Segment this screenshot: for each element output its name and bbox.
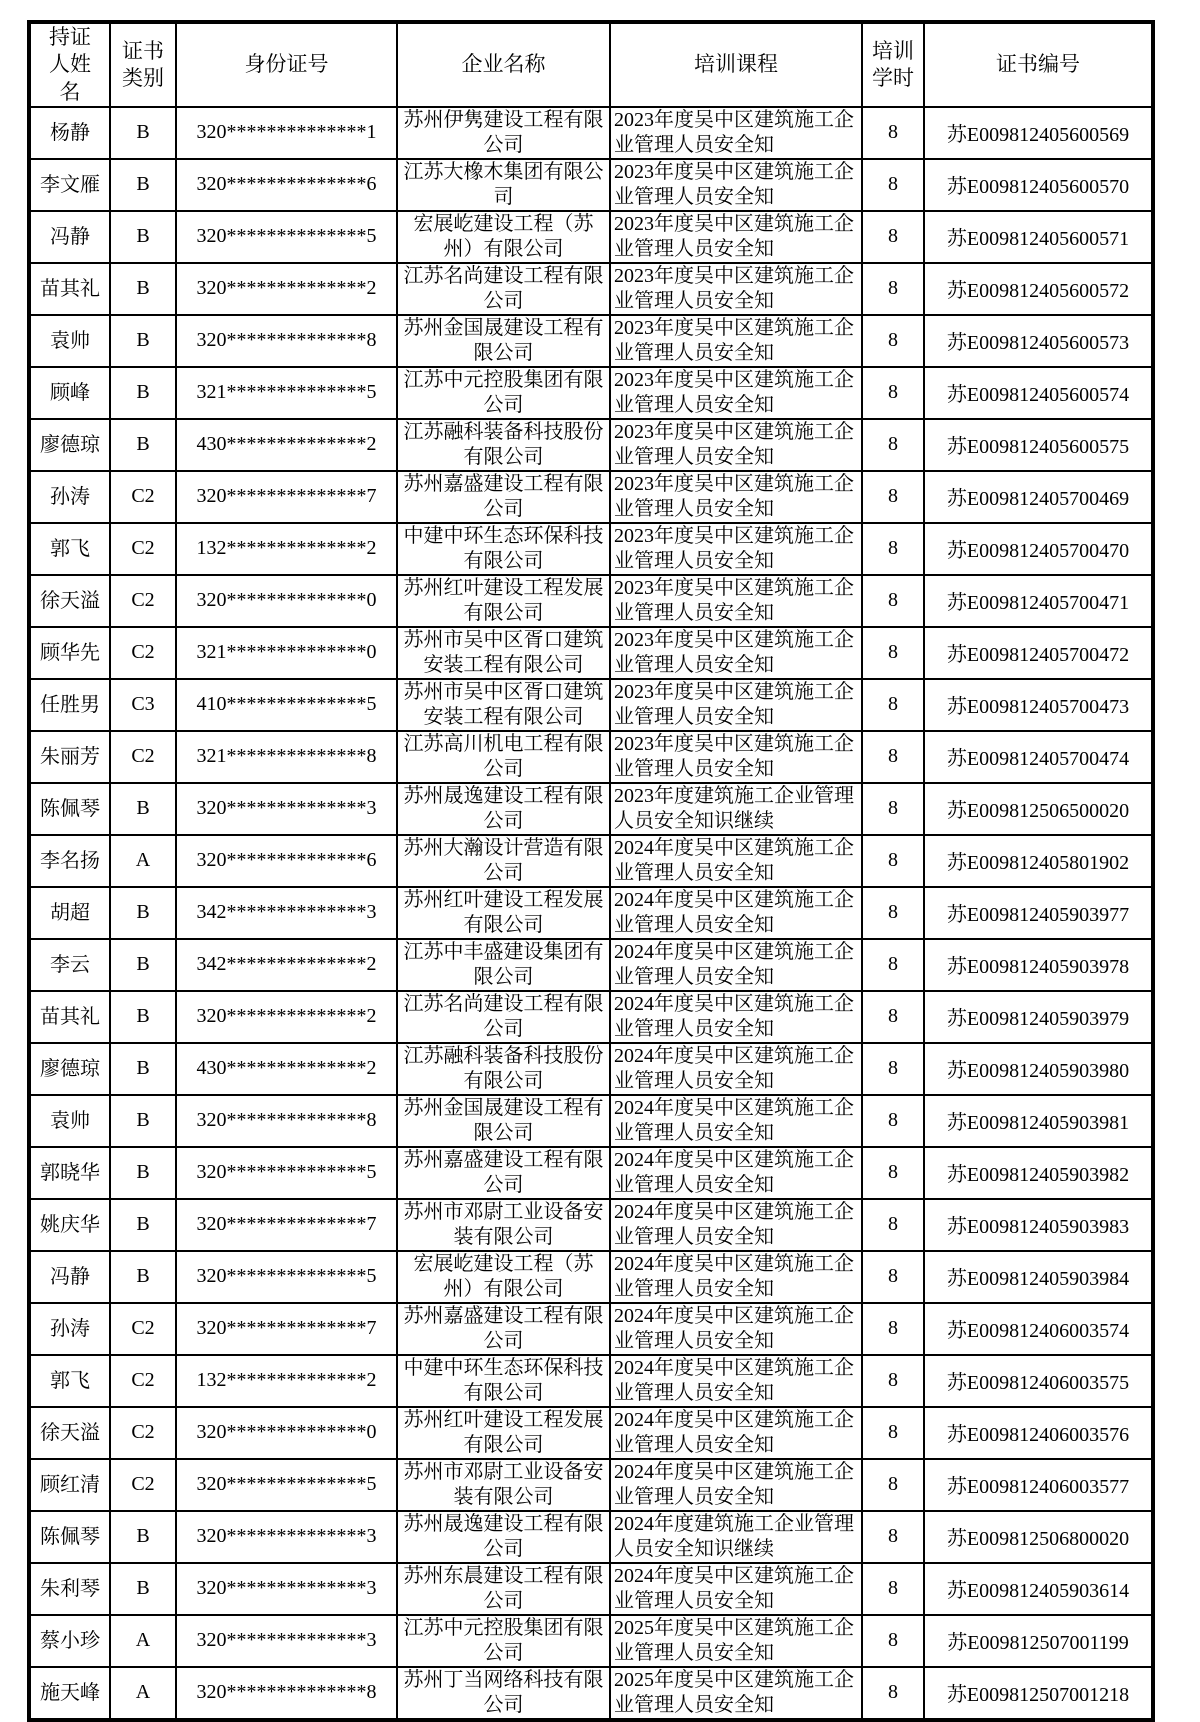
- cert-number-cell: 苏E009812405600571: [924, 211, 1153, 263]
- training-course-cell: 2023年度吴中区建筑施工企业管理人员安全知: [610, 159, 862, 211]
- training-hours-cell: 8: [862, 1043, 924, 1095]
- id-number-cell: 410**************5: [176, 679, 397, 731]
- cert-category-cell: B: [110, 367, 176, 419]
- training-course-cell: 2024年度吴中区建筑施工企业管理人员安全知: [610, 1043, 862, 1095]
- holder-name-cell: 苗其礼: [29, 991, 110, 1043]
- holder-name-cell: 陈佩琴: [29, 1511, 110, 1563]
- training-course-cell: 2023年度吴中区建筑施工企业管理人员安全知: [610, 107, 862, 159]
- holder-name-cell: 郭飞: [29, 523, 110, 575]
- id-number-cell: 320**************6: [176, 835, 397, 887]
- table-row: [29, 627, 1153, 679]
- training-course-cell: 2024年度吴中区建筑施工企业管理人员安全知: [610, 1407, 862, 1459]
- cert-category-cell: C2: [110, 1355, 176, 1407]
- company-name-cell: 苏州市邓尉工业设备安装有限公司: [397, 1459, 610, 1511]
- company-name-cell: 江苏名尚建设工程有限公司: [397, 991, 610, 1043]
- company-name-cell: 苏州市吴中区胥口建筑安装工程有限公司: [397, 679, 610, 731]
- cert-category-cell: C2: [110, 523, 176, 575]
- cert-category-cell: B: [110, 1511, 176, 1563]
- training-course-cell: 2023年度吴中区建筑施工企业管理人员安全知: [610, 679, 862, 731]
- table-row: [29, 1251, 1153, 1303]
- cert-number-cell: 苏E009812405700470: [924, 523, 1153, 575]
- company-name-cell: 江苏高川机电工程有限公司: [397, 731, 610, 783]
- training-hours-cell: 8: [862, 1355, 924, 1407]
- company-name-cell: 中建中环生态环保科技有限公司: [397, 523, 610, 575]
- table-row: [29, 731, 1153, 783]
- holder-name-cell: 廖德琼: [29, 419, 110, 471]
- table-row: [29, 1563, 1153, 1615]
- cert-number-cell: 苏E009812405700471: [924, 575, 1153, 627]
- company-name-cell: 中建中环生态环保科技有限公司: [397, 1355, 610, 1407]
- holder-name-cell: 施天峰: [29, 1667, 110, 1720]
- training-course-cell: 2024年度吴中区建筑施工企业管理人员安全知: [610, 1563, 862, 1615]
- header-row: [29, 22, 1153, 107]
- holder-name-cell: 姚庆华: [29, 1199, 110, 1251]
- cert-number-cell: 苏E009812405600574: [924, 367, 1153, 419]
- company-name-cell: 江苏中元控股集团有限公司: [397, 367, 610, 419]
- holder-name-cell: 廖德琼: [29, 1043, 110, 1095]
- holder-name-cell: 杨静: [29, 107, 110, 159]
- id-number-cell: 430**************2: [176, 419, 397, 471]
- table-row: [29, 939, 1153, 991]
- training-hours-cell: 8: [862, 471, 924, 523]
- table-body: [29, 107, 1153, 1720]
- holder-name-cell: 徐天溢: [29, 575, 110, 627]
- holder-name-cell: 郭飞: [29, 1355, 110, 1407]
- cert-number-cell: 苏E009812406003576: [924, 1407, 1153, 1459]
- company-name-cell: 苏州嘉盛建设工程有限公司: [397, 1147, 610, 1199]
- table-row: [29, 419, 1153, 471]
- training-hours-cell: 8: [862, 1563, 924, 1615]
- cert-number-cell: 苏E009812405903980: [924, 1043, 1153, 1095]
- column-header-holder-name: 持证人姓名: [29, 22, 110, 107]
- company-name-cell: 江苏融科装备科技股份有限公司: [397, 419, 610, 471]
- holder-name-cell: 李文雁: [29, 159, 110, 211]
- company-name-cell: 江苏中丰盛建设集团有限公司: [397, 939, 610, 991]
- holder-name-cell: 孙涛: [29, 1303, 110, 1355]
- cert-category-cell: B: [110, 1563, 176, 1615]
- table-row: [29, 1095, 1153, 1147]
- id-number-cell: 320**************0: [176, 1407, 397, 1459]
- company-name-cell: 苏州嘉盛建设工程有限公司: [397, 1303, 610, 1355]
- id-number-cell: 320**************1: [176, 107, 397, 159]
- table-row: [29, 783, 1153, 835]
- training-course-cell: 2023年度建筑施工企业管理人员安全知识继续: [610, 783, 862, 835]
- cert-category-cell: C2: [110, 471, 176, 523]
- cert-number-cell: 苏E009812405903977: [924, 887, 1153, 939]
- training-hours-cell: 8: [862, 1199, 924, 1251]
- table-row: [29, 575, 1153, 627]
- holder-name-cell: 冯静: [29, 1251, 110, 1303]
- id-number-cell: 321**************5: [176, 367, 397, 419]
- training-hours-cell: 8: [862, 1667, 924, 1720]
- cert-number-cell: 苏E009812405903983: [924, 1199, 1153, 1251]
- cert-category-cell: C2: [110, 731, 176, 783]
- id-number-cell: 320**************7: [176, 1199, 397, 1251]
- table-row: [29, 263, 1153, 315]
- table-header: [29, 22, 1153, 107]
- company-name-cell: 苏州市邓尉工业设备安装有限公司: [397, 1199, 610, 1251]
- id-number-cell: 320**************5: [176, 1459, 397, 1511]
- holder-name-cell: 徐天溢: [29, 1407, 110, 1459]
- cert-number-cell: 苏E009812405700474: [924, 731, 1153, 783]
- company-name-cell: 苏州伊隽建设工程有限公司: [397, 107, 610, 159]
- company-name-cell: 宏展屹建设工程（苏州）有限公司: [397, 1251, 610, 1303]
- holder-name-cell: 顾华先: [29, 627, 110, 679]
- id-number-cell: 342**************3: [176, 887, 397, 939]
- training-course-cell: 2023年度吴中区建筑施工企业管理人员安全知: [610, 367, 862, 419]
- company-name-cell: 苏州大瀚设计营造有限公司: [397, 835, 610, 887]
- training-course-cell: 2023年度吴中区建筑施工企业管理人员安全知: [610, 731, 862, 783]
- cert-number-cell: 苏E009812405600572: [924, 263, 1153, 315]
- company-name-cell: 苏州东晨建设工程有限公司: [397, 1563, 610, 1615]
- id-number-cell: 320**************8: [176, 1095, 397, 1147]
- training-hours-cell: 8: [862, 1615, 924, 1667]
- cert-number-cell: 苏E009812405903982: [924, 1147, 1153, 1199]
- cert-number-cell: 苏E009812405600573: [924, 315, 1153, 367]
- cert-number-cell: 苏E009812405903978: [924, 939, 1153, 991]
- id-number-cell: 132**************2: [176, 1355, 397, 1407]
- cert-category-cell: A: [110, 1667, 176, 1720]
- id-number-cell: 342**************2: [176, 939, 397, 991]
- id-number-cell: 320**************7: [176, 471, 397, 523]
- cert-category-cell: C2: [110, 1407, 176, 1459]
- holder-name-cell: 陈佩琴: [29, 783, 110, 835]
- training-hours-cell: 8: [862, 523, 924, 575]
- company-name-cell: 江苏中元控股集团有限公司: [397, 1615, 610, 1667]
- training-course-cell: 2024年度吴中区建筑施工企业管理人员安全知: [610, 991, 862, 1043]
- company-name-cell: 宏展屹建设工程（苏州）有限公司: [397, 211, 610, 263]
- training-hours-cell: 8: [862, 991, 924, 1043]
- holder-name-cell: 袁帅: [29, 1095, 110, 1147]
- training-course-cell: 2023年度吴中区建筑施工企业管理人员安全知: [610, 263, 862, 315]
- table-row: [29, 1199, 1153, 1251]
- cert-category-cell: B: [110, 887, 176, 939]
- id-number-cell: 320**************5: [176, 211, 397, 263]
- table-row: [29, 1355, 1153, 1407]
- holder-name-cell: 冯静: [29, 211, 110, 263]
- certificate-table: [27, 20, 1155, 1722]
- id-number-cell: 320**************2: [176, 991, 397, 1043]
- cert-number-cell: 苏E009812405600575: [924, 419, 1153, 471]
- id-number-cell: 320**************3: [176, 1615, 397, 1667]
- training-course-cell: 2023年度吴中区建筑施工企业管理人员安全知: [610, 315, 862, 367]
- training-hours-cell: 8: [862, 731, 924, 783]
- id-number-cell: 320**************3: [176, 783, 397, 835]
- cert-number-cell: 苏E009812405700469: [924, 471, 1153, 523]
- table-row: [29, 211, 1153, 263]
- cert-number-cell: 苏E009812406003575: [924, 1355, 1153, 1407]
- training-course-cell: 2024年度建筑施工企业管理人员安全知识继续: [610, 1511, 862, 1563]
- cert-number-cell: 苏E009812506500020: [924, 783, 1153, 835]
- table-row: [29, 679, 1153, 731]
- company-name-cell: 苏州晟逸建设工程有限公司: [397, 1511, 610, 1563]
- training-hours-cell: 8: [862, 1303, 924, 1355]
- cert-number-cell: 苏E009812405903979: [924, 991, 1153, 1043]
- table-row: [29, 991, 1153, 1043]
- training-hours-cell: 8: [862, 263, 924, 315]
- training-course-cell: 2023年度吴中区建筑施工企业管理人员安全知: [610, 523, 862, 575]
- cert-category-cell: B: [110, 263, 176, 315]
- training-hours-cell: 8: [862, 159, 924, 211]
- company-name-cell: 江苏融科装备科技股份有限公司: [397, 1043, 610, 1095]
- holder-name-cell: 朱利琴: [29, 1563, 110, 1615]
- cert-category-cell: B: [110, 991, 176, 1043]
- cert-category-cell: B: [110, 1251, 176, 1303]
- holder-name-cell: 顾峰: [29, 367, 110, 419]
- table-row: [29, 1043, 1153, 1095]
- cert-category-cell: C2: [110, 1459, 176, 1511]
- cert-number-cell: 苏E009812405903614: [924, 1563, 1153, 1615]
- training-course-cell: 2024年度吴中区建筑施工企业管理人员安全知: [610, 1095, 862, 1147]
- cert-category-cell: C2: [110, 575, 176, 627]
- company-name-cell: 苏州红叶建设工程发展有限公司: [397, 575, 610, 627]
- training-course-cell: 2024年度吴中区建筑施工企业管理人员安全知: [610, 1251, 862, 1303]
- id-number-cell: 132**************2: [176, 523, 397, 575]
- cert-category-cell: B: [110, 1095, 176, 1147]
- training-hours-cell: 8: [862, 887, 924, 939]
- training-hours-cell: 8: [862, 367, 924, 419]
- id-number-cell: 321**************0: [176, 627, 397, 679]
- holder-name-cell: 任胜男: [29, 679, 110, 731]
- id-number-cell: 320**************3: [176, 1563, 397, 1615]
- training-course-cell: 2023年度吴中区建筑施工企业管理人员安全知: [610, 211, 862, 263]
- company-name-cell: 苏州红叶建设工程发展有限公司: [397, 887, 610, 939]
- cert-category-cell: B: [110, 939, 176, 991]
- cert-category-cell: B: [110, 1199, 176, 1251]
- id-number-cell: 320**************5: [176, 1251, 397, 1303]
- company-name-cell: 苏州红叶建设工程发展有限公司: [397, 1407, 610, 1459]
- cert-number-cell: 苏E009812405600569: [924, 107, 1153, 159]
- training-course-cell: 2023年度吴中区建筑施工企业管理人员安全知: [610, 627, 862, 679]
- id-number-cell: 320**************6: [176, 159, 397, 211]
- training-course-cell: 2024年度吴中区建筑施工企业管理人员安全知: [610, 1147, 862, 1199]
- cert-category-cell: C3: [110, 679, 176, 731]
- company-name-cell: 江苏名尚建设工程有限公司: [397, 263, 610, 315]
- company-name-cell: 苏州金国晟建设工程有限公司: [397, 315, 610, 367]
- table-row: [29, 1303, 1153, 1355]
- training-hours-cell: 8: [862, 1511, 924, 1563]
- id-number-cell: 320**************7: [176, 1303, 397, 1355]
- cert-category-cell: A: [110, 835, 176, 887]
- training-course-cell: 2024年度吴中区建筑施工企业管理人员安全知: [610, 1355, 862, 1407]
- cert-number-cell: 苏E009812506800020: [924, 1511, 1153, 1563]
- cert-number-cell: 苏E009812405801902: [924, 835, 1153, 887]
- cert-category-cell: B: [110, 1147, 176, 1199]
- training-course-cell: 2024年度吴中区建筑施工企业管理人员安全知: [610, 1199, 862, 1251]
- cert-category-cell: C2: [110, 627, 176, 679]
- company-name-cell: 苏州嘉盛建设工程有限公司: [397, 471, 610, 523]
- table-row: [29, 107, 1153, 159]
- cert-category-cell: C2: [110, 1303, 176, 1355]
- training-hours-cell: 8: [862, 939, 924, 991]
- holder-name-cell: 朱丽芳: [29, 731, 110, 783]
- table-row: [29, 835, 1153, 887]
- column-header-training-course: 培训课程: [610, 22, 862, 107]
- holder-name-cell: 孙涛: [29, 471, 110, 523]
- holder-name-cell: 李云: [29, 939, 110, 991]
- training-hours-cell: 8: [862, 575, 924, 627]
- id-number-cell: 320**************3: [176, 1511, 397, 1563]
- cert-category-cell: B: [110, 159, 176, 211]
- id-number-cell: 320**************2: [176, 263, 397, 315]
- table-row: [29, 1615, 1153, 1667]
- column-header-training-hours: 培训学时: [862, 22, 924, 107]
- holder-name-cell: 胡超: [29, 887, 110, 939]
- cert-number-cell: 苏E009812405903984: [924, 1251, 1153, 1303]
- column-header-cert-number: 证书编号: [924, 22, 1153, 107]
- training-hours-cell: 8: [862, 1251, 924, 1303]
- training-hours-cell: 8: [862, 419, 924, 471]
- training-course-cell: 2025年度吴中区建筑施工企业管理人员安全知: [610, 1615, 862, 1667]
- company-name-cell: 苏州金国晟建设工程有限公司: [397, 1095, 610, 1147]
- holder-name-cell: 李名扬: [29, 835, 110, 887]
- cert-number-cell: 苏E009812507001218: [924, 1667, 1153, 1720]
- id-number-cell: 321**************8: [176, 731, 397, 783]
- column-header-id-number: 身份证号: [176, 22, 397, 107]
- cert-number-cell: 苏E009812405700473: [924, 679, 1153, 731]
- cert-category-cell: B: [110, 419, 176, 471]
- cert-category-cell: B: [110, 1043, 176, 1095]
- cert-category-cell: B: [110, 107, 176, 159]
- training-hours-cell: 8: [862, 107, 924, 159]
- cert-number-cell: 苏E009812507001199: [924, 1615, 1153, 1667]
- holder-name-cell: 蔡小珍: [29, 1615, 110, 1667]
- table-row: [29, 887, 1153, 939]
- holder-name-cell: 顾红清: [29, 1459, 110, 1511]
- cert-number-cell: 苏E009812405700472: [924, 627, 1153, 679]
- id-number-cell: 320**************8: [176, 1667, 397, 1720]
- training-hours-cell: 8: [862, 1407, 924, 1459]
- table-row: [29, 1459, 1153, 1511]
- id-number-cell: 320**************5: [176, 1147, 397, 1199]
- table-row: [29, 1511, 1153, 1563]
- holder-name-cell: 袁帅: [29, 315, 110, 367]
- company-name-cell: 苏州丁当网络科技有限公司: [397, 1667, 610, 1720]
- cert-category-cell: B: [110, 783, 176, 835]
- training-hours-cell: 8: [862, 1095, 924, 1147]
- holder-name-cell: 苗其礼: [29, 263, 110, 315]
- training-hours-cell: 8: [862, 783, 924, 835]
- training-course-cell: 2024年度吴中区建筑施工企业管理人员安全知: [610, 835, 862, 887]
- training-course-cell: 2023年度吴中区建筑施工企业管理人员安全知: [610, 419, 862, 471]
- table-row: [29, 1667, 1153, 1720]
- company-name-cell: 苏州市吴中区胥口建筑安装工程有限公司: [397, 627, 610, 679]
- company-name-cell: 苏州晟逸建设工程有限公司: [397, 783, 610, 835]
- table-row: [29, 159, 1153, 211]
- table-row: [29, 367, 1153, 419]
- cert-number-cell: 苏E009812405903981: [924, 1095, 1153, 1147]
- holder-name-cell: 郭晓华: [29, 1147, 110, 1199]
- training-hours-cell: 8: [862, 211, 924, 263]
- column-header-cert-category: 证书类别: [110, 22, 176, 107]
- training-course-cell: 2024年度吴中区建筑施工企业管理人员安全知: [610, 939, 862, 991]
- training-course-cell: 2023年度吴中区建筑施工企业管理人员安全知: [610, 471, 862, 523]
- id-number-cell: 320**************8: [176, 315, 397, 367]
- training-hours-cell: 8: [862, 835, 924, 887]
- company-name-cell: 江苏大橡木集团有限公司: [397, 159, 610, 211]
- table-row: [29, 1407, 1153, 1459]
- training-course-cell: 2024年度吴中区建筑施工企业管理人员安全知: [610, 1459, 862, 1511]
- training-hours-cell: 8: [862, 679, 924, 731]
- column-header-company-name: 企业名称: [397, 22, 610, 107]
- training-course-cell: 2023年度吴中区建筑施工企业管理人员安全知: [610, 575, 862, 627]
- id-number-cell: 430**************2: [176, 1043, 397, 1095]
- training-hours-cell: 8: [862, 1459, 924, 1511]
- training-course-cell: 2024年度吴中区建筑施工企业管理人员安全知: [610, 887, 862, 939]
- training-course-cell: 2025年度吴中区建筑施工企业管理人员安全知: [610, 1667, 862, 1720]
- training-hours-cell: 8: [862, 1147, 924, 1199]
- table-row: [29, 315, 1153, 367]
- training-hours-cell: 8: [862, 627, 924, 679]
- table-row: [29, 1147, 1153, 1199]
- cert-number-cell: 苏E009812406003577: [924, 1459, 1153, 1511]
- cert-category-cell: A: [110, 1615, 176, 1667]
- cert-category-cell: B: [110, 211, 176, 263]
- table-row: [29, 471, 1153, 523]
- cert-number-cell: 苏E009812405600570: [924, 159, 1153, 211]
- table-row: [29, 523, 1153, 575]
- cert-category-cell: B: [110, 315, 176, 367]
- training-hours-cell: 8: [862, 315, 924, 367]
- id-number-cell: 320**************0: [176, 575, 397, 627]
- cert-number-cell: 苏E009812406003574: [924, 1303, 1153, 1355]
- training-course-cell: 2024年度吴中区建筑施工企业管理人员安全知: [610, 1303, 862, 1355]
